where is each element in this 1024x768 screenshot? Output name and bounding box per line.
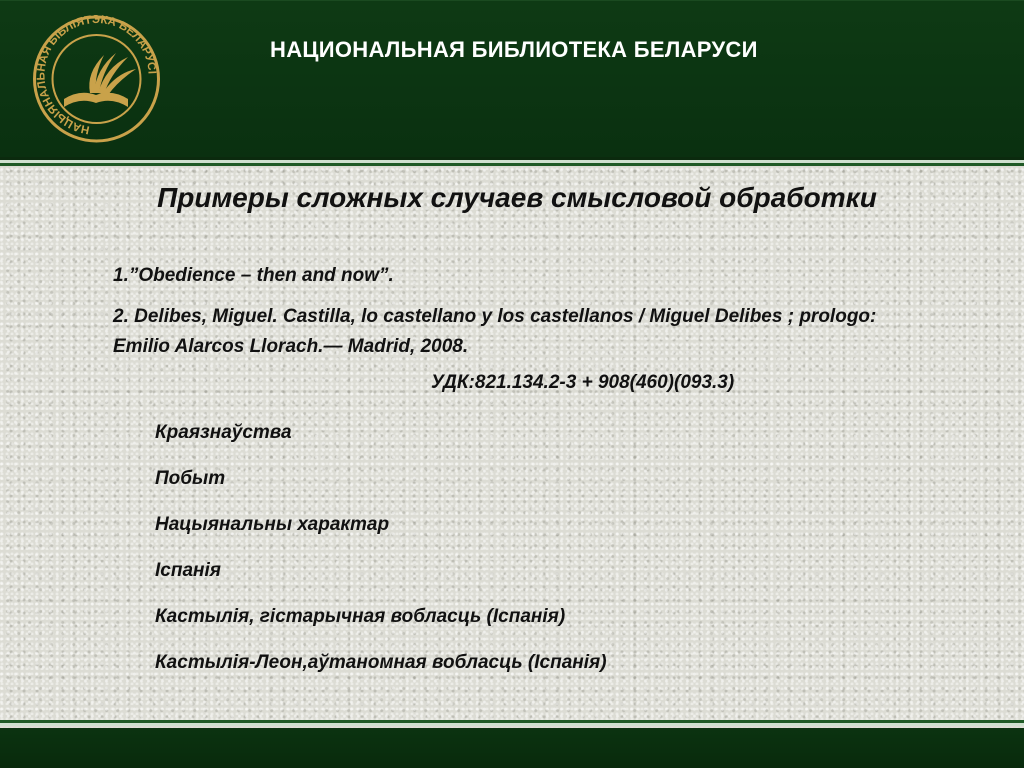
slide-title: Примеры сложных случаев смысловой обработки	[157, 182, 877, 213]
item-2: 2. Delibes, Miguel. Castilla, lo castellano y los castellanos / Miguel Delibes ; prologo: Emilio Alarcos Llorach.— Madrid, 2008.	[113, 306, 877, 357]
subject-term: Кастылія, гістарычная вобласць (Іспанія)	[155, 606, 566, 627]
udk-code: УДК:821.134.2-3 + 908(460)(093.3)	[431, 372, 735, 393]
library-logo-icon	[24, 15, 169, 145]
divider-line-bottom	[0, 723, 1024, 726]
divider-line-top-dark	[0, 163, 1024, 166]
subject-terms-list	[155, 410, 933, 686]
slide-header	[0, 0, 1024, 161]
slide-footer	[0, 728, 1024, 768]
slide-content	[113, 262, 933, 686]
item-1: 1.”Obedience – then and now”.	[113, 265, 394, 286]
subject-term: Іспанія	[155, 560, 221, 581]
subject-term: Побыт	[155, 468, 226, 489]
subject-term: Кастылія-Леон,аўтаномная вобласць (Іспанія)	[155, 652, 607, 673]
header-title: НАЦИОНАЛЬНАЯ БИБЛИОТЕКА БЕЛАРУСИ	[270, 37, 758, 62]
subject-term: Краязнаўства	[155, 422, 292, 443]
logo-ring-text: НАЦЫЯНАЛЬНАЯ БІБЛІЯТЭКА БЕЛАРУСІ	[35, 15, 158, 136]
subject-term: Нацыянальны характар	[155, 514, 390, 535]
